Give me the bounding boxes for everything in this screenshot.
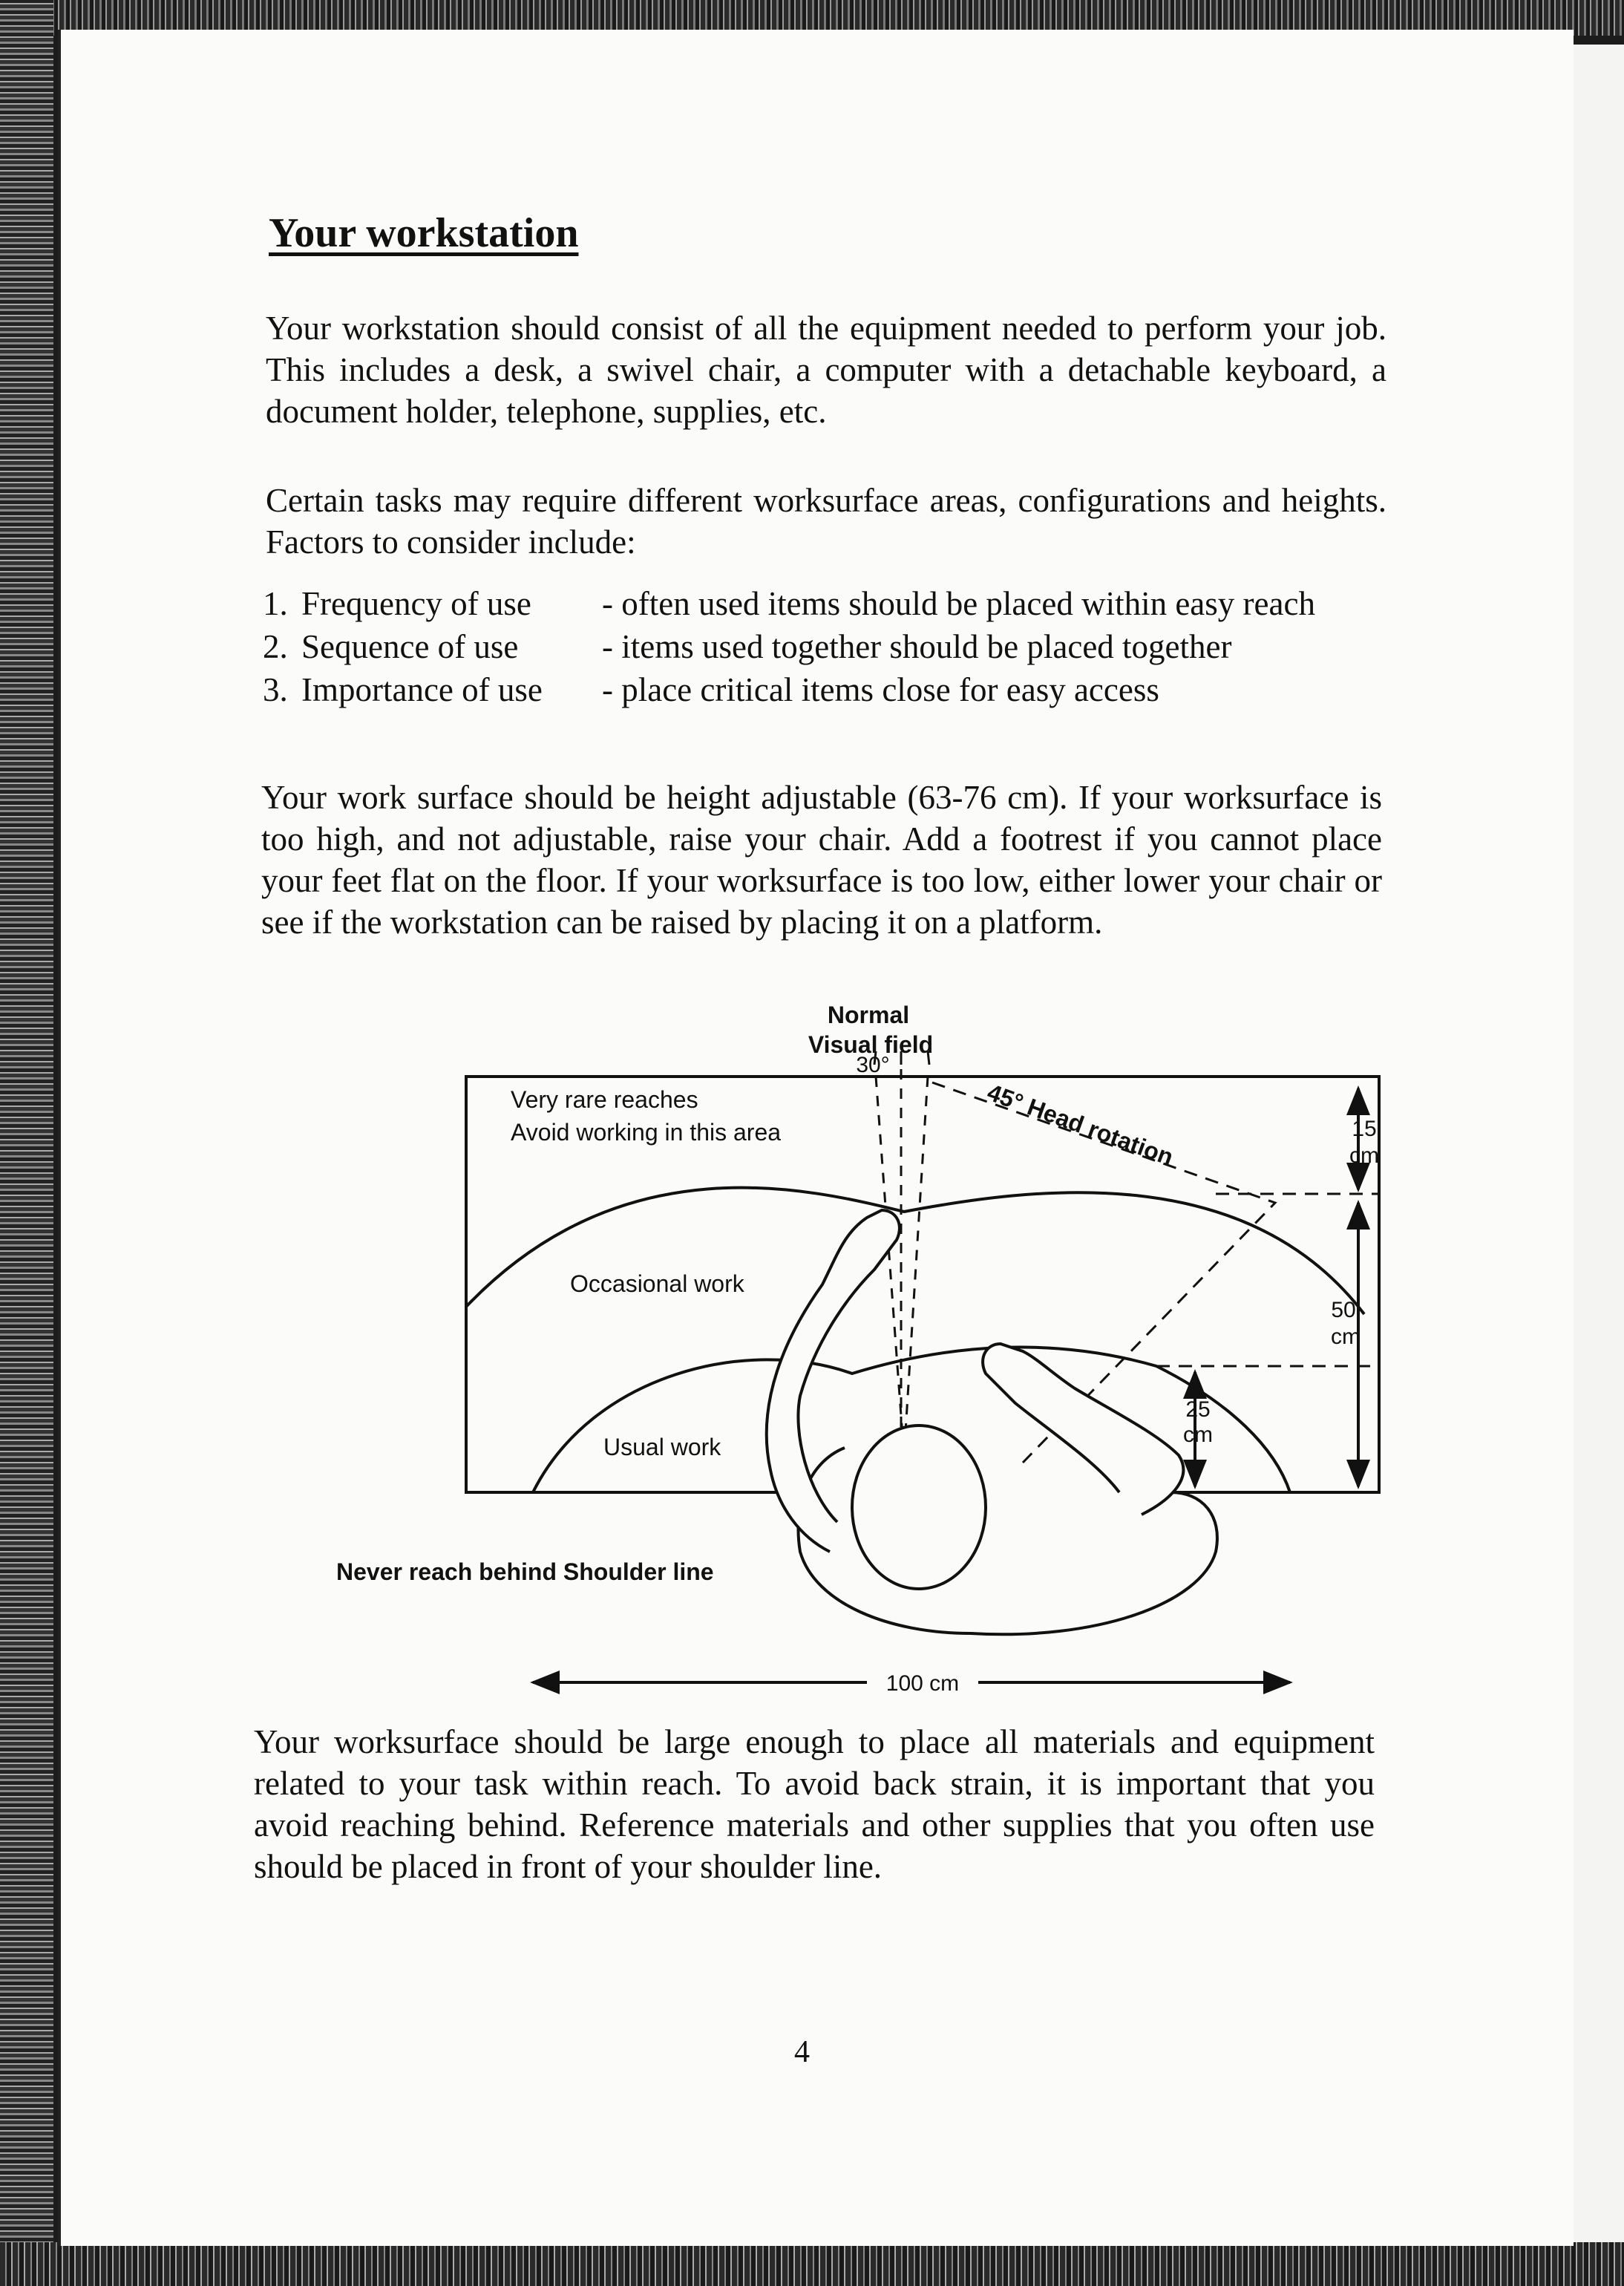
workstation-reach-diagram: [58, 987, 1571, 1715]
width-label: 100 cm: [885, 1671, 960, 1696]
list-item-number: 1.: [263, 585, 288, 622]
intro-paragraph: Your workstation should consist of all the equipment needed to perform your job. This includes a desk, a swivel chair, a computer with a detachable keyboard, a document holder, telephone, supplies, etc.: [266, 310, 1386, 430]
list-item: [263, 668, 1315, 711]
list-item-description: - place critical items close for easy access: [602, 671, 1159, 708]
visual-field-label: Visual field: [808, 1031, 934, 1058]
dim-15-value: 15: [1352, 1117, 1377, 1141]
list-item: [263, 625, 1315, 668]
usual-work-label: Usual work: [603, 1434, 721, 1460]
person-head: [852, 1426, 986, 1589]
dim-50-unit: cm: [1331, 1325, 1361, 1349]
dim-15-unit: cm: [1349, 1143, 1379, 1168]
list-item-number: 2.: [263, 628, 288, 665]
list-item-name: Importance of use: [301, 671, 543, 708]
normal-label: Normal: [827, 1002, 910, 1028]
factors-list: [263, 582, 1315, 711]
page-title: Your workstation: [269, 210, 579, 256]
dim-50-value: 50: [1331, 1298, 1356, 1322]
list-item-description: - often used items should be placed within easy reach: [602, 585, 1315, 622]
scan-border-left: [0, 0, 53, 2286]
head-rotation-label: 45° Head rotation: [983, 1078, 1177, 1171]
page-number: 4: [794, 2035, 810, 2069]
factors-intro-paragraph: Certain tasks may require different worksurface areas, configurations and heights. Factors to consider include:: [266, 482, 1386, 561]
list-item: [263, 582, 1315, 625]
worksurface-size-paragraph: Your worksurface should be large enough to place all materials and equipment related to your task within reach. To avoid back strain, it is important that you avoid reaching behind. Reference materials and other supplies that you often use should be placed in front of your shoulder line.: [254, 1723, 1375, 1885]
dim-25-unit: cm: [1183, 1423, 1213, 1447]
list-item-description: - items used together should be placed together: [602, 628, 1232, 665]
scan-border-bottom: [0, 2242, 1624, 2286]
dim-25-value: 25: [1185, 1397, 1211, 1422]
never-reach-label: Never reach behind Shoulder line: [336, 1558, 714, 1585]
rare-reaches-label: Very rare reaches: [511, 1086, 698, 1113]
work-surface-height-paragraph: Your work surface should be height adjustable (63-76 cm). If your worksurface is too high, and not adjustable, raise your chair. Add a footrest if you cannot place your feet flat on the floor. If your worksurface is too low, either lower your chair or see if the workstation can be raised by placing it on a platform.: [261, 779, 1382, 941]
avoid-area-label: Avoid working in this area: [511, 1119, 782, 1146]
occasional-work-label: Occasional work: [570, 1270, 744, 1297]
adjacent-page-edge: [1571, 45, 1624, 2242]
angle-30-label: 30°: [856, 1053, 890, 1077]
person-figure: [767, 1210, 1217, 1634]
list-item-name: Sequence of use: [301, 628, 519, 665]
list-item-name: Frequency of use: [301, 585, 531, 622]
visual-field-lines: [876, 1069, 928, 1455]
list-item-number: 3.: [263, 671, 288, 708]
